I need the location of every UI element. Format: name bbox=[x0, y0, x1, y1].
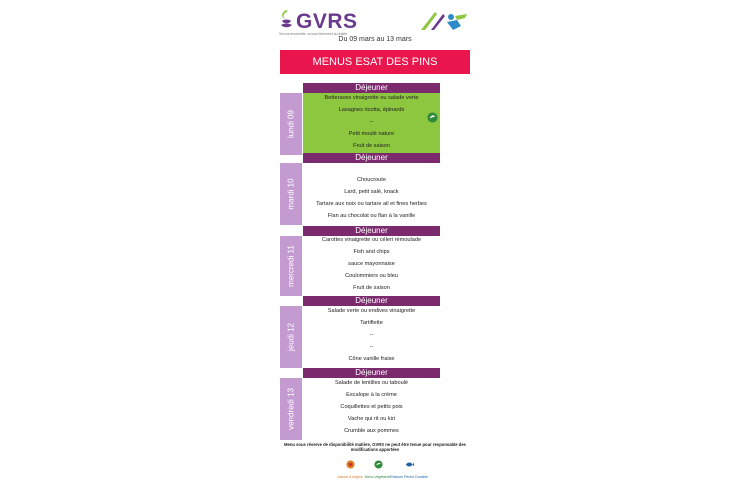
menu-item: Coulommiers ou bleu bbox=[345, 273, 398, 279]
menu-item: Fish and chips bbox=[353, 249, 390, 255]
section-header: Déjeuner bbox=[303, 83, 440, 93]
section-header: Déjeuner bbox=[303, 226, 440, 236]
menu-item: Escalope à la crème bbox=[346, 392, 397, 398]
menu-item: Vache qui rit ou kiri bbox=[347, 416, 396, 422]
section-header: Déjeuner bbox=[303, 296, 440, 306]
menu-item: Tartare aux noix ou tartare ail et fines herbes bbox=[316, 201, 427, 207]
menu-item: Salade de lentilles ou taboulé bbox=[334, 380, 409, 386]
menu-items bbox=[303, 378, 440, 440]
menu-items bbox=[303, 93, 440, 155]
day-column bbox=[280, 163, 302, 225]
day-label: jeudi 12 bbox=[286, 322, 296, 352]
disclaimer: Menu sous réserve de disponibilité matière, GVRS ne peut être tenue pour responsable des modifications apportées bbox=[284, 442, 466, 452]
menu-item: Choucroute bbox=[357, 177, 386, 183]
day-label: lundi 09 bbox=[286, 109, 296, 139]
menu-item: Fruit de saison bbox=[353, 143, 390, 149]
menu-item: -- bbox=[369, 119, 374, 125]
menu-item: -- bbox=[369, 332, 374, 338]
day-label: vendredi 13 bbox=[286, 388, 296, 430]
menu-item: Cône vanille fraise bbox=[348, 356, 395, 362]
legend-label: Viande d'origine bbox=[337, 475, 363, 479]
menu-item: Crumble aux pommes bbox=[344, 428, 399, 434]
day-label: mercredi 11 bbox=[286, 245, 296, 287]
menu-item: Betteraves vinaigrette ou salade verte bbox=[324, 95, 419, 101]
partner-logo-icon bbox=[417, 8, 469, 34]
menu-banner: MENUS ESAT DES PINS bbox=[280, 50, 470, 74]
menu-item: sauce mayonnaise bbox=[348, 261, 395, 267]
menu-item: -- bbox=[369, 344, 374, 350]
legend-label: Menu végétarien bbox=[364, 475, 392, 479]
day-column bbox=[280, 378, 302, 440]
day-column bbox=[280, 93, 302, 155]
brand-name: GVRS bbox=[296, 10, 358, 33]
date-range: Du 09 mars au 13 mars bbox=[338, 36, 412, 43]
legend-label: Poisson Pêche Durable bbox=[390, 475, 428, 479]
menu-item: Tartiflette bbox=[360, 320, 383, 326]
leaf-logo-icon bbox=[279, 8, 293, 30]
menu-item: Fruit de saison bbox=[353, 285, 390, 291]
section-header: Déjeuner bbox=[303, 368, 440, 378]
menu-item: Flan au chocolat ou flan à la vanille bbox=[327, 213, 416, 219]
day-label: mardi 10 bbox=[286, 178, 296, 210]
section-header: Déjeuner bbox=[303, 153, 440, 163]
legend-item bbox=[389, 456, 429, 479]
menu-item: Petit moulé nature bbox=[348, 131, 395, 137]
menu-item: Carottes vinaigrette ou céleri rémoulade bbox=[321, 237, 422, 243]
menu-items bbox=[303, 236, 440, 296]
brand-tagline: Vivons ensemble, vivons librement la réalité bbox=[279, 32, 348, 36]
vegetarian-legend-icon bbox=[374, 460, 383, 469]
fish-icon bbox=[405, 460, 414, 469]
vegetarian-icon bbox=[427, 112, 438, 123]
menu-item: Lard, petit salé, knack bbox=[344, 189, 399, 195]
meat-origin-icon bbox=[346, 460, 355, 469]
day-column bbox=[280, 306, 302, 368]
menu-item: Coquillettes et petits pois bbox=[340, 404, 403, 410]
menu-item: Salade verte ou endives vinaigrette bbox=[327, 308, 416, 314]
menu-items bbox=[303, 163, 440, 225]
menu-items bbox=[303, 306, 440, 368]
menu-item: Lasagnes ricotta, épinards bbox=[338, 107, 405, 113]
day-column bbox=[280, 236, 302, 296]
